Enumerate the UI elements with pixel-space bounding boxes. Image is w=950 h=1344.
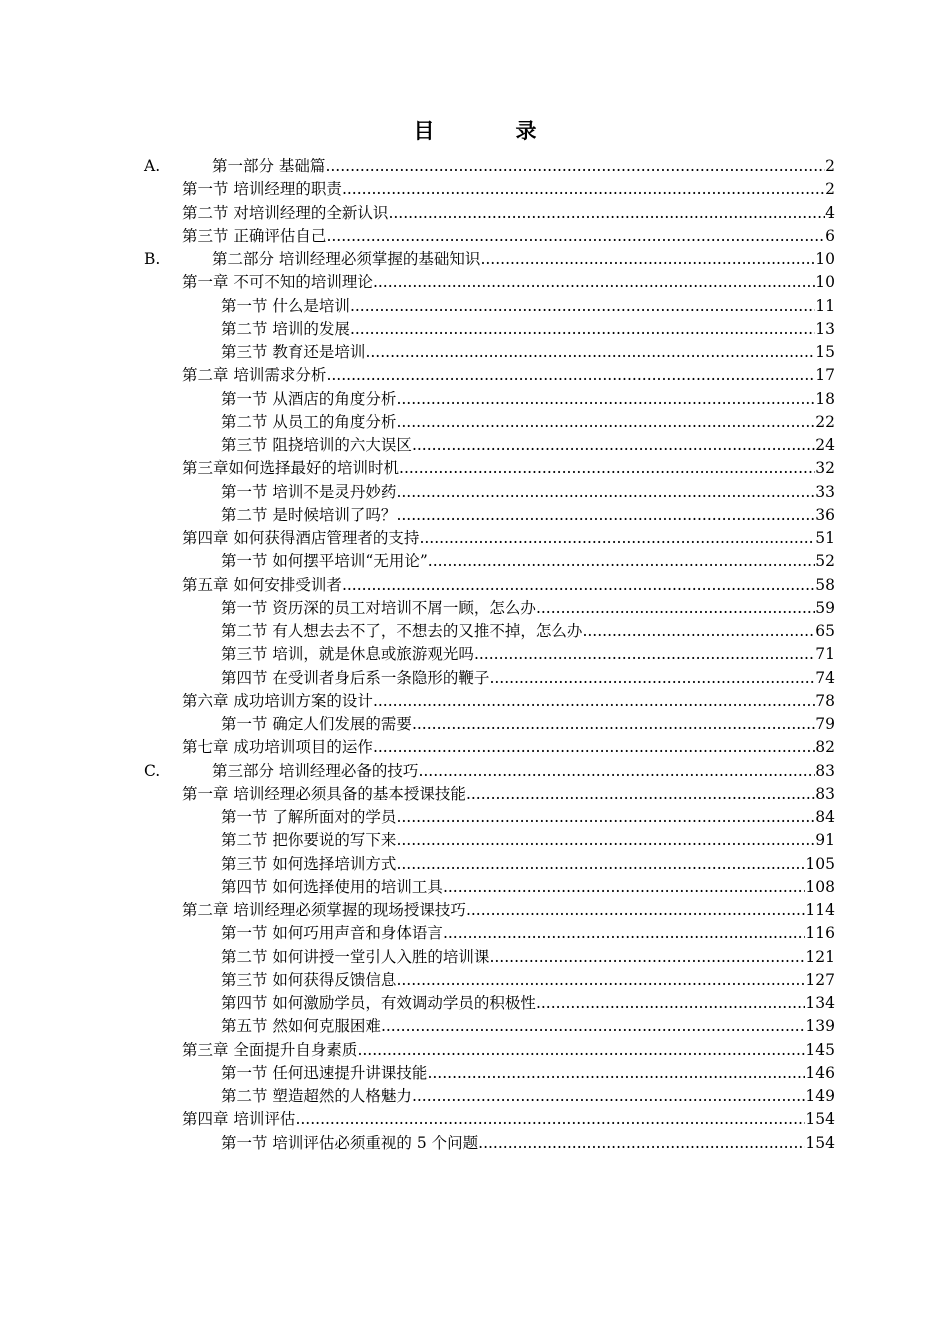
dot-leader [342, 178, 825, 201]
toc-page-number: 91 [815, 831, 835, 850]
toc-entry[interactable] [0, 271, 950, 294]
toc-page-number: 2 [825, 180, 835, 199]
toc-page-number: 33 [815, 482, 835, 501]
toc-entry[interactable] [0, 667, 950, 690]
toc-entry[interactable] [0, 341, 950, 364]
toc-entry[interactable] [0, 620, 950, 643]
toc-entry[interactable] [0, 202, 950, 225]
toc-entry[interactable] [0, 481, 950, 504]
toc-entry-line [182, 1039, 835, 1062]
toc-entry-title: 第四章 培训评估 [182, 1110, 296, 1129]
toc-entry[interactable] [0, 922, 950, 945]
toc-entry-line [221, 806, 835, 829]
toc-page-number: 121 [805, 947, 835, 966]
dot-leader [381, 1015, 805, 1038]
toc-entry-title: 第一节 任何迅速提升讲课技能 [221, 1063, 428, 1082]
toc-page-number: 105 [805, 854, 835, 873]
toc-entry-title: 第四节 在受训者身后系一条隐形的鞭子 [221, 668, 490, 687]
toc-entry-line [212, 248, 835, 271]
toc-entry-line [182, 457, 835, 480]
toc-entry-title: 第一章 不可不知的培训理论 [182, 273, 373, 292]
toc-entry-line [221, 388, 835, 411]
toc-entry-line [221, 597, 835, 620]
toc-entry-title: 第三节 如何获得反馈信息 [221, 970, 397, 989]
toc-entry[interactable] [0, 783, 950, 806]
toc-page-number: 149 [805, 1087, 835, 1105]
toc-entry[interactable] [0, 992, 950, 1015]
toc-page-number: 108 [805, 877, 835, 896]
toc-entry[interactable] [0, 597, 950, 620]
toc-page-number: 52 [815, 552, 835, 571]
toc-entry-title: 第三节 如何选择培训方式 [221, 854, 397, 873]
dot-leader [388, 202, 825, 225]
part-marker: A. [144, 157, 161, 175]
dot-leader [350, 318, 815, 341]
dot-leader [396, 481, 815, 504]
toc-entry[interactable] [0, 225, 950, 248]
dot-leader [419, 527, 815, 550]
toc-entry[interactable] [0, 318, 950, 341]
dot-leader [325, 155, 825, 178]
dot-leader [412, 713, 815, 736]
dot-leader [342, 574, 815, 597]
toc-entry-line [221, 341, 835, 364]
toc-entry[interactable] [0, 1015, 950, 1038]
toc-entry-title: 第七章 成功培训项目的运作 [182, 738, 373, 757]
toc-entry[interactable] [0, 969, 950, 992]
toc-entry-title: 第四章 如何获得酒店管理者的支持 [182, 529, 420, 547]
toc-entry[interactable] [0, 853, 950, 876]
part-marker: C. [144, 761, 161, 780]
toc-entry-line [221, 1085, 835, 1108]
toc-entry-title: 第一节 资历深的员工对培训不屑一顾，怎么办 [221, 598, 536, 617]
toc-entry-line [182, 783, 835, 806]
dot-leader [582, 620, 815, 643]
toc-entry-title: 第一节 培训经理的职责 [182, 180, 342, 199]
dot-leader [418, 760, 815, 783]
toc-entry-line [221, 504, 835, 527]
dot-leader [357, 1039, 805, 1062]
toc-page-number: 59 [815, 598, 835, 617]
toc-entry-title: 第三部分 培训经理必备的技巧 [212, 761, 419, 780]
toc-page-number: 10 [815, 273, 835, 292]
toc-entry-line [182, 899, 835, 922]
dot-leader [326, 225, 825, 248]
toc-entry[interactable] [0, 643, 950, 666]
toc-page-number: 13 [815, 319, 835, 338]
toc-entry-title: 第三章 全面提升自身素质 [182, 1040, 358, 1059]
toc-entry-line [221, 434, 835, 457]
toc-page-number: 65 [815, 622, 835, 640]
toc-entry-title: 第三章如何选择最好的培训时机 [182, 459, 400, 478]
toc-page-number: 71 [815, 645, 835, 664]
toc-page-number: 114 [805, 901, 835, 919]
toc-entry-title: 第二节 如何讲授一堂引人入胜的培训课 [221, 947, 490, 966]
toc-entry[interactable] [0, 806, 950, 829]
dot-leader [489, 946, 805, 969]
toc-entry[interactable] [0, 1062, 950, 1085]
toc-entry-line [221, 411, 835, 434]
toc-entry[interactable] [0, 829, 950, 852]
toc-page-number: 79 [815, 715, 835, 733]
dot-leader [466, 783, 815, 806]
toc-page-number: 83 [815, 761, 835, 780]
toc-page-number: 10 [815, 250, 835, 268]
toc-page-number: 83 [815, 784, 835, 803]
dot-leader [443, 922, 805, 945]
dot-leader [427, 1062, 805, 1085]
toc-page-number: 51 [815, 529, 835, 547]
dot-leader [396, 969, 805, 992]
dot-leader [396, 504, 815, 527]
toc-entry[interactable] [0, 946, 950, 969]
toc-page-number: 74 [815, 668, 835, 687]
toc-entry-title: 第一部分 基础篇 [212, 157, 326, 175]
toc-entry-title: 第一章 培训经理必须具备的基本授课技能 [182, 784, 466, 803]
dot-leader [399, 457, 815, 480]
toc-page-number: 84 [815, 808, 835, 826]
toc-page-number: 58 [815, 575, 835, 594]
toc-entry[interactable] [0, 457, 950, 480]
toc-entry-line [221, 992, 835, 1015]
toc-page-number: 139 [805, 1017, 835, 1036]
toc-page-number: 116 [805, 924, 835, 943]
toc-entry-line [182, 527, 835, 550]
toc-entry-line [221, 1062, 835, 1085]
toc-entry-line [221, 1015, 835, 1038]
toc-entry[interactable] [0, 178, 950, 201]
toc-page-number: 24 [815, 436, 835, 454]
toc-entry-line [221, 550, 835, 573]
toc-entry-line [221, 829, 835, 852]
toc-entry-line [182, 1108, 835, 1131]
toc-entry-line [221, 853, 835, 876]
dot-leader [396, 411, 815, 434]
toc-page-number: 127 [805, 970, 835, 989]
toc-entry[interactable] [0, 1108, 950, 1131]
dot-leader [396, 806, 815, 829]
toc-entry-line [182, 178, 835, 201]
toc-entry[interactable] [0, 364, 950, 387]
dot-leader [480, 248, 815, 271]
toc-page-number: 134 [805, 994, 835, 1012]
toc-entry-line [221, 1132, 835, 1155]
dot-leader [295, 1108, 805, 1131]
toc-entry-title: 第三节 阻挠培训的六大误区 [221, 436, 412, 454]
dot-leader [474, 643, 815, 666]
toc-entry-title: 第三节 正确评估自己 [182, 226, 327, 245]
dot-leader [373, 736, 815, 759]
toc-entry[interactable] [0, 295, 950, 318]
toc-entry[interactable] [0, 155, 950, 178]
toc-entry-title: 第六章 成功培训方案的设计 [182, 691, 373, 710]
dot-leader [326, 364, 815, 387]
dot-leader [443, 876, 805, 899]
toc-entry[interactable] [0, 550, 950, 573]
toc-entry-title: 第二节 培训的发展 [221, 319, 350, 338]
dot-leader [478, 1132, 805, 1155]
toc-entry-line [221, 946, 835, 969]
toc-page-number: 6 [825, 226, 835, 245]
dot-leader [396, 388, 815, 411]
toc-entry-title: 第一节 了解所面对的学员 [221, 808, 397, 826]
part-marker: B. [144, 250, 161, 268]
dot-leader [536, 597, 815, 620]
toc-entry-title: 第一节 如何摆平培训“无用论” [221, 552, 428, 571]
toc-entry-title: 第一节 确定人们发展的需要 [221, 715, 412, 733]
dot-leader [466, 899, 805, 922]
toc-page-number: 15 [815, 343, 835, 361]
toc-entry-line [182, 225, 835, 248]
toc-page-number: 11 [815, 296, 835, 315]
toc-entry-line [221, 620, 835, 643]
toc-entry[interactable] [0, 248, 950, 271]
toc-entry-line [221, 922, 835, 945]
toc-page-number: 2 [825, 157, 835, 175]
toc-page-number: 36 [815, 505, 835, 524]
toc-entry-title: 第二节 塑造超然的人格魅力 [221, 1087, 412, 1105]
toc-entry-title: 第二节 把你要说的写下来 [221, 831, 397, 850]
toc-page-number: 22 [815, 412, 835, 431]
toc-entry-line [182, 271, 835, 294]
toc-entry[interactable] [0, 736, 950, 759]
dot-leader [412, 1085, 805, 1108]
toc-entry-title: 第四节 如何选择使用的培训工具 [221, 877, 443, 896]
toc-entry-line [182, 364, 835, 387]
toc-page-number: 154 [805, 1133, 835, 1152]
toc-entry-title: 第二节 从员工的角度分析 [221, 412, 397, 431]
toc-page-number: 18 [815, 389, 835, 408]
toc-entry-line [212, 760, 835, 783]
toc-entry[interactable] [0, 899, 950, 922]
toc-entry-title: 第二部分 培训经理必须掌握的基础知识 [212, 250, 481, 268]
toc-entry-title: 第一节 培训不是灵丹妙药 [221, 482, 397, 501]
toc-page-number: 32 [815, 459, 835, 478]
toc-page-number: 145 [805, 1040, 835, 1059]
toc-entry-title: 第二节 是时候培训了吗？ [221, 505, 397, 524]
dot-leader [489, 667, 815, 690]
toc-page-number: 146 [805, 1063, 835, 1082]
toc-entry-title: 第二节 有人想去去不了，不想去的又推不掉，怎么办 [221, 622, 583, 640]
toc-entry-line [221, 643, 835, 666]
toc-entry-title: 第一节 如何巧用声音和身体语言 [221, 924, 443, 943]
toc-entry-title: 第一节 什么是培训 [221, 296, 350, 315]
toc-entry-title: 第三节 教育还是培训 [221, 343, 366, 361]
toc-page-number: 78 [815, 691, 835, 710]
toc-entry-line [182, 574, 835, 597]
toc-entry-line [221, 295, 835, 318]
toc-entry[interactable] [0, 1132, 950, 1155]
dot-leader [396, 829, 815, 852]
toc-entry-title: 第二章 培训经理必须掌握的现场授课技巧 [182, 901, 466, 919]
toc-page-number: 17 [815, 366, 835, 385]
toc-entry-title: 第四节 如何激励学员，有效调动学员的积极性 [221, 994, 536, 1012]
toc-entry-line [182, 736, 835, 759]
toc-entry[interactable] [0, 574, 950, 597]
toc-entry-title: 第二节 对培训经理的全新认识 [182, 203, 389, 222]
toc-page-number: 154 [805, 1110, 835, 1129]
dot-leader [373, 271, 815, 294]
toc-entry[interactable] [0, 713, 950, 736]
toc-entry[interactable] [0, 876, 950, 899]
toc-entry-title: 第二章 培训需求分析 [182, 366, 327, 385]
dot-leader [412, 434, 815, 457]
toc-entry-line [221, 969, 835, 992]
toc-page-number: 4 [825, 203, 835, 222]
toc-entry[interactable] [0, 527, 950, 550]
toc-entry[interactable] [0, 504, 950, 527]
toc-entry-title: 第五章 如何安排受训者 [182, 575, 342, 594]
toc-entry-title: 第一节 培训评估必须重视的 5 个问题 [221, 1133, 479, 1152]
toc-entry-line [182, 690, 835, 713]
toc-entry[interactable] [0, 690, 950, 713]
toc-page-number: 82 [815, 738, 835, 757]
dot-leader [428, 550, 815, 573]
toc-entry[interactable] [0, 411, 950, 434]
toc-entry[interactable] [0, 760, 950, 783]
toc-entry-line [221, 876, 835, 899]
toc-entry-line [212, 155, 835, 178]
toc-entry-line [221, 667, 835, 690]
toc-entry-title: 第五节 然如何克服困难 [221, 1017, 381, 1036]
dot-leader [350, 295, 815, 318]
table-of-contents [0, 155, 950, 1155]
toc-entry[interactable] [0, 1039, 950, 1062]
dot-leader [536, 992, 805, 1015]
toc-entry-line [221, 318, 835, 341]
dot-leader [373, 690, 815, 713]
dot-leader [365, 341, 815, 364]
toc-entry[interactable] [0, 1085, 950, 1108]
toc-entry[interactable] [0, 388, 950, 411]
toc-entry[interactable] [0, 434, 950, 457]
toc-entry-line [221, 713, 835, 736]
toc-entry-line [182, 202, 835, 225]
toc-entry-line [221, 481, 835, 504]
toc-entry-title: 第一节 从酒店的角度分析 [221, 389, 397, 408]
dot-leader [396, 853, 805, 876]
toc-entry-title: 第三节 培训，就是休息或旅游观光吗 [221, 645, 474, 664]
toc-title: 目 录 [413, 118, 567, 143]
